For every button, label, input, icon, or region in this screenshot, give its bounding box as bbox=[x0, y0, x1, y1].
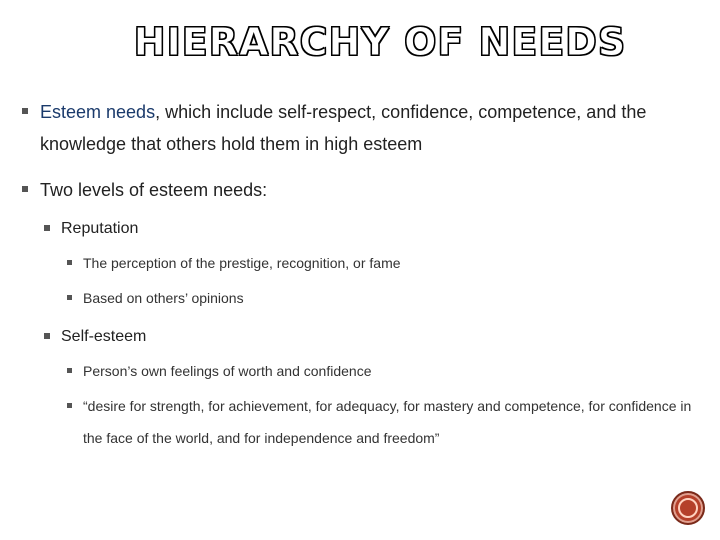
bullet-text: Two levels of esteem needs: bbox=[40, 180, 268, 200]
sub-bullet-self-esteem bbox=[22, 322, 702, 352]
bullet-text: , which include self-respect, confidence, competence, and the knowledge that others hold them in high esteem bbox=[40, 102, 647, 154]
square-bullet-icon bbox=[67, 260, 72, 265]
sub-sub-bullet-text: The perception of the prestige, recognition, or fame bbox=[83, 255, 401, 271]
square-bullet-icon bbox=[67, 403, 72, 408]
nav-ring bbox=[678, 498, 698, 518]
square-bullet-icon bbox=[22, 108, 28, 114]
sub-sub-bullet-text: “desire for strength, for achievement, for adequacy, for mastery and competence, for confidence in the face of the world, and for independence and freedom” bbox=[83, 398, 692, 446]
sub-sub-bullet bbox=[22, 282, 702, 314]
sub-sub-bullet bbox=[22, 355, 702, 387]
sub-sub-bullet bbox=[22, 247, 702, 279]
square-bullet-icon bbox=[44, 225, 50, 231]
circle-nav-icon[interactable] bbox=[671, 491, 705, 525]
square-bullet-icon bbox=[67, 295, 72, 300]
bullet-two-levels bbox=[22, 174, 702, 206]
sub-sub-bullet-text: Person’s own feelings of worth and confidence bbox=[83, 363, 372, 379]
sub-sub-bullet bbox=[22, 390, 702, 454]
square-bullet-icon bbox=[44, 333, 50, 339]
bullet-esteem-needs bbox=[22, 96, 702, 160]
square-bullet-icon bbox=[67, 368, 72, 373]
sub-bullet-reputation bbox=[22, 214, 702, 244]
slide-title: HIERARCHY OF NEEDS bbox=[133, 20, 627, 64]
sub-bullet-text: Self-esteem bbox=[61, 328, 147, 345]
square-bullet-icon bbox=[22, 186, 28, 192]
sub-bullet-text: Reputation bbox=[61, 220, 139, 237]
sub-sub-bullet-text: Based on others’ opinions bbox=[83, 290, 244, 306]
slide-body bbox=[22, 96, 702, 454]
bullet-highlight: Esteem needs bbox=[40, 102, 156, 122]
